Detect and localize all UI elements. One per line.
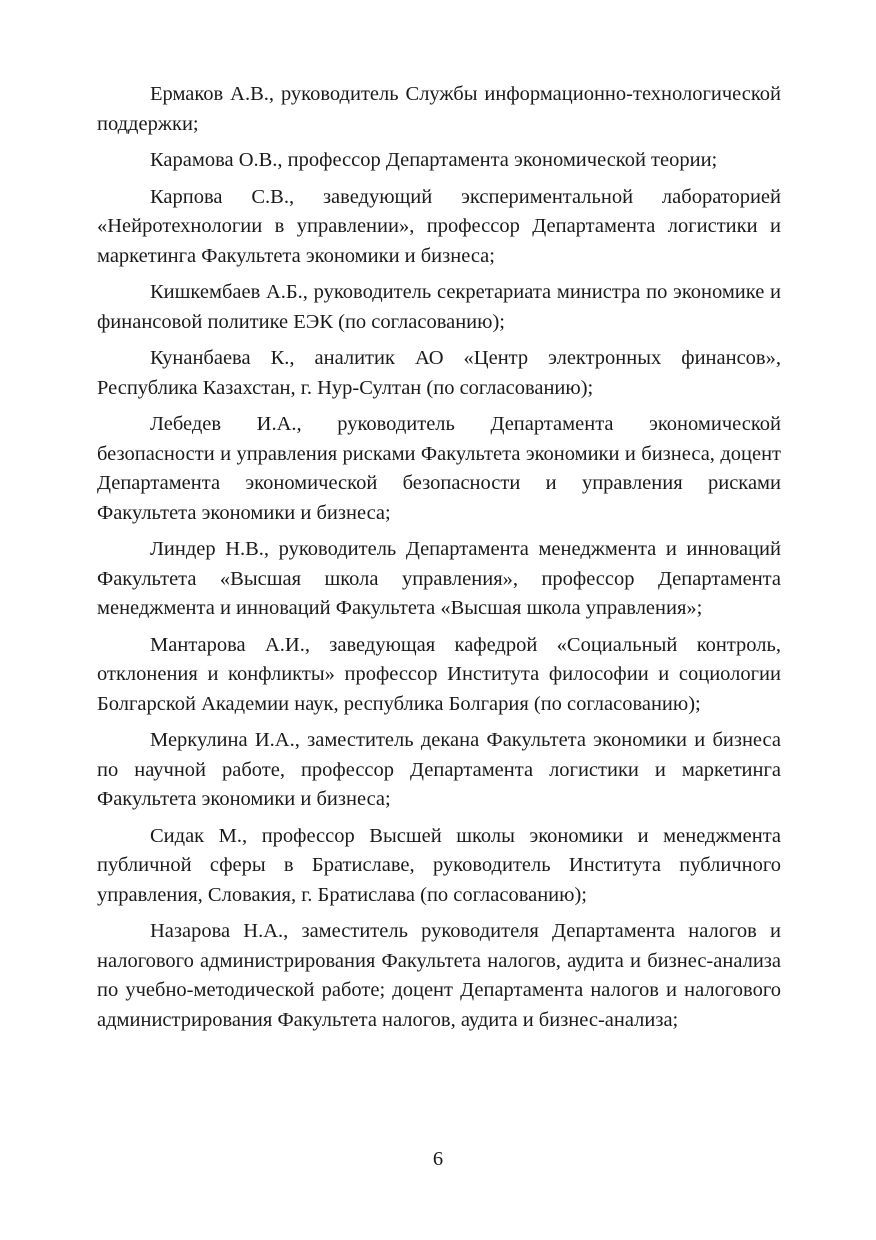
- member-entry-mantarova: Мантарова А.И., заведующая кафедрой «Социальный контроль, отклонения и конфликты» профессор Института философии и социологии Болгарской Академии наук, республика Болгария (по согласованию);: [97, 633, 781, 715]
- member-entry-sidak: Сидак М., профессор Высшей школы экономики и менеджмента публичной сферы в Братиславе, руководитель Института публичного управления, Словакия, г. Братислава (по согласованию);: [97, 824, 781, 906]
- document-body: [97, 80, 781, 1042]
- member-entry-merkulina: Меркулина И.А., заместитель декана Факультета экономики и бизнеса по научной работе, профессор Департамента логистики и маркетинга Факультета экономики и бизнеса;: [97, 729, 781, 810]
- member-entry-nazarova: Назарова Н.А., заместитель руководителя Департамента налогов и налогового администрирования Факультета налогов, аудита и бизнес-анализа по учебно-методической работе; доцент Департамента налогов и налогового администрирования Факультета налогов, аудита и бизнес-анализа;: [97, 920, 781, 1031]
- member-entry-linder: Линдер Н.В., руководитель Департамента менеджмента и инноваций Факультета «Высшая школа управления», профессор Департамента менеджмента и инноваций Факультета «Высшая школа управления»;: [97, 538, 781, 619]
- page-number: 6: [432, 1148, 444, 1170]
- member-entry-karamova: Карамова О.В., профессор Департамента экономической теории;: [150, 149, 718, 171]
- member-entry-kunanbaeva: Кунанбаева К., аналитик АО «Центр электронных финансов», Республика Казахстан, г. Нур-Султан (по согласованию);: [97, 347, 781, 399]
- member-entry-kishkembaev: Кишкембаев А.Б., руководитель секретариата министра по экономике и финансовой политике ЕЭК (по согласованию);: [97, 281, 781, 333]
- member-entry-lebedev: Лебедев И.А., руководитель Департамента экономической безопасности и управления рисками Факультета экономики и бизнеса, доцент Департамента экономической безопасности и управления рисками Факультета экономики и бизнеса;: [97, 413, 781, 524]
- member-entry-karpova: Карпова С.В., заведующий экспериментальной лабораторией «Нейротехнологии в управлении», профессор Департамента логистики и маркетинга Факультета экономики и бизнеса;: [97, 185, 781, 267]
- member-entry-ermakov: Ермаков А.В., руководитель Службы информационно-технологической поддержки;: [97, 83, 781, 135]
